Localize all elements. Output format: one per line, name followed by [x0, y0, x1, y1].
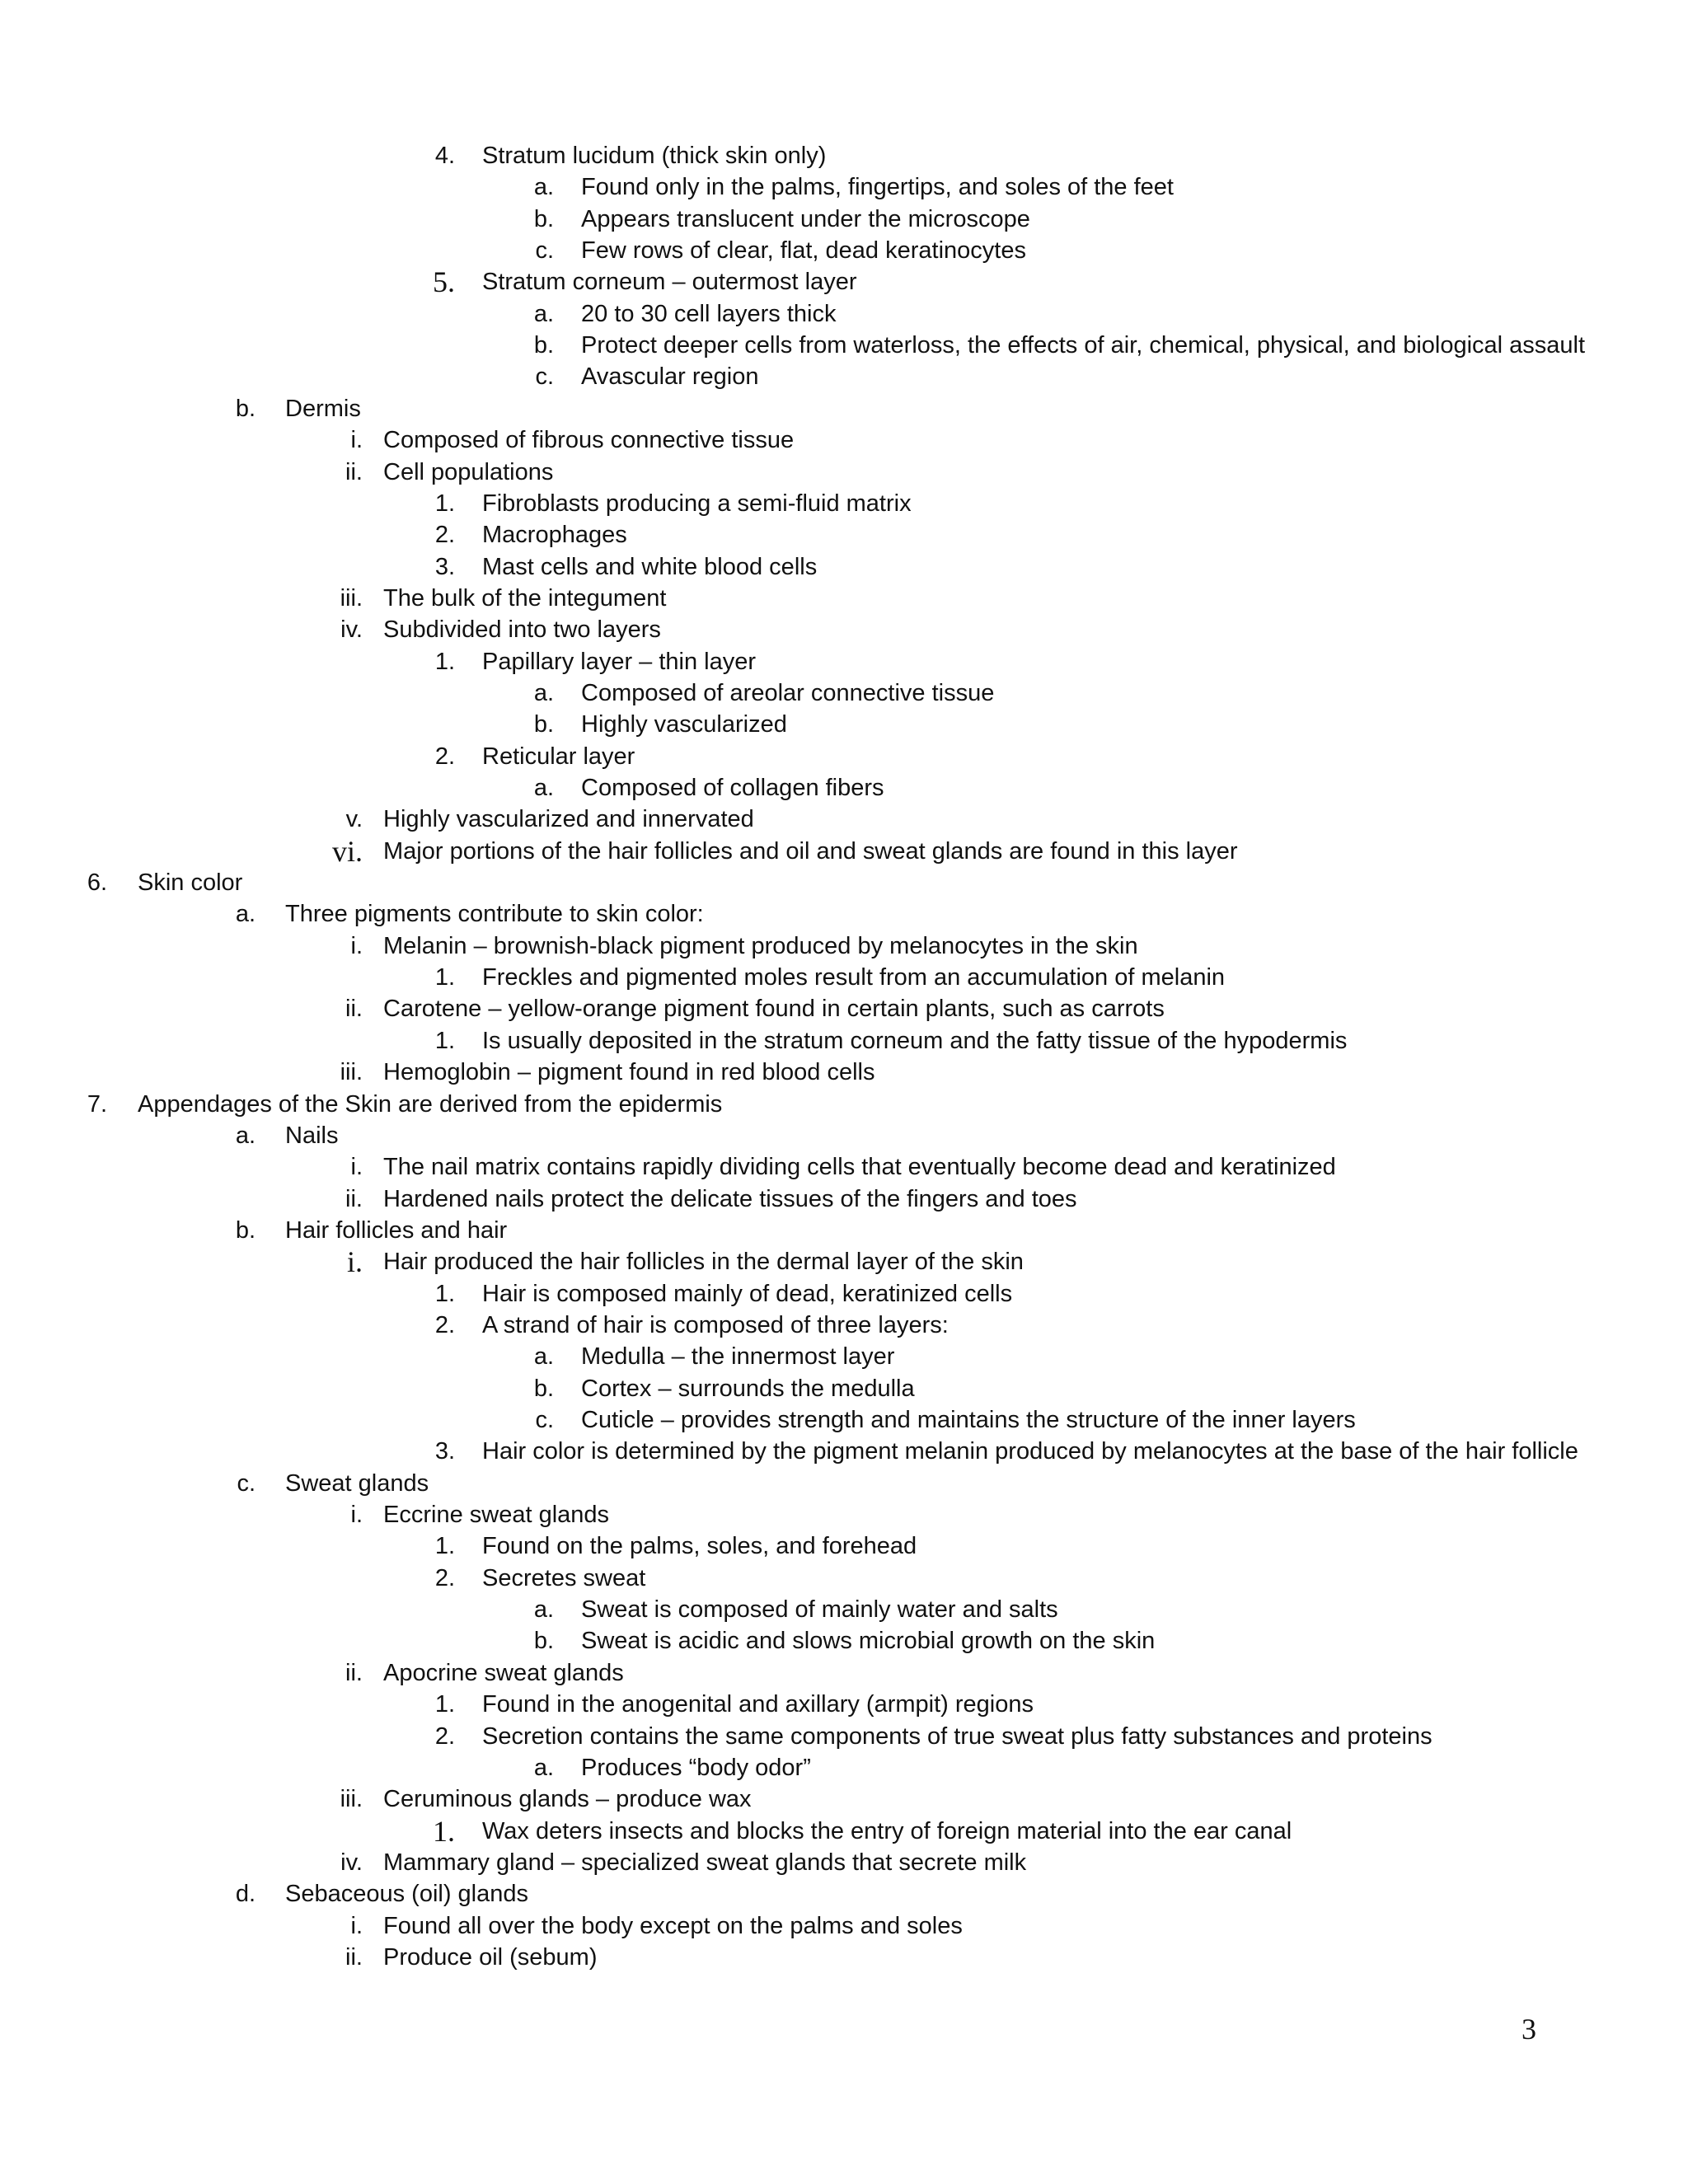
outline-text: Highly vascularized: [581, 711, 787, 738]
outline-marker: b.: [533, 1628, 554, 1654]
outline-text: Stratum corneum – outermost layer: [482, 269, 857, 295]
outline-marker: 1.: [434, 1028, 455, 1054]
outline-marker: ii.: [345, 1660, 363, 1686]
outline-text: Wax deters insects and blocks the entry of foreign material into the ear canal: [482, 1818, 1292, 1844]
outline-marker: c.: [535, 363, 554, 390]
outline-text: Freckles and pigmented moles result from an accumulation of melanin: [482, 964, 1226, 991]
outline-item: [0, 1183, 1688, 1215]
outline-item: [0, 709, 1688, 740]
outline-text: Highly vascularized and innervated: [383, 806, 754, 832]
outline-item: [0, 898, 1688, 930]
outline-text: Produces “body odor”: [581, 1755, 811, 1781]
outline-marker: iii.: [340, 1059, 363, 1085]
outline-item: [0, 1847, 1688, 1878]
outline-item: [0, 1625, 1688, 1657]
outline-marker: c.: [237, 1470, 256, 1497]
outline-text: Nails: [285, 1122, 339, 1149]
outline-item: [0, 614, 1688, 645]
outline-item: [0, 1373, 1688, 1404]
outline-text: Subdivided into two layers: [383, 616, 661, 643]
outline-marker: i.: [350, 427, 363, 453]
outline-marker: vi.: [331, 835, 363, 868]
outline-marker: a.: [235, 1122, 256, 1149]
outline-item: [0, 772, 1688, 804]
outline-item: [0, 140, 1688, 171]
outline-marker: i.: [350, 1502, 363, 1528]
outline-text: Found in the anogenital and axillary (armpit) regions: [482, 1691, 1034, 1718]
outline-marker: a.: [533, 301, 554, 327]
outline-marker: a.: [533, 1755, 554, 1781]
outline-marker: 2.: [434, 522, 455, 548]
outline-item: [0, 962, 1688, 993]
outline-text: Composed of areolar connective tissue: [581, 680, 995, 706]
outline-marker: 2.: [434, 743, 455, 770]
outline-marker: c.: [535, 237, 554, 264]
outline-item: [0, 1783, 1688, 1815]
outline-text: Hair is composed mainly of dead, keratinized cells: [482, 1281, 1013, 1307]
outline-text: Three pigments contribute to skin color:: [285, 901, 704, 927]
outline-item: [0, 1468, 1688, 1499]
outline-marker: 1.: [434, 1691, 455, 1718]
outline-item: [0, 646, 1688, 677]
outline-marker: 2.: [434, 1565, 455, 1591]
outline-text: Composed of collagen fibers: [581, 775, 884, 801]
outline-text: Hemoglobin – pigment found in red blood cells: [383, 1059, 875, 1085]
outline-text: The bulk of the integument: [383, 585, 667, 612]
outline-text: Hair follicles and hair: [285, 1217, 508, 1244]
outline-item: [0, 930, 1688, 962]
outline-item: [0, 804, 1688, 835]
outline-marker: a.: [533, 1343, 554, 1370]
outline-item: [0, 235, 1688, 266]
outline-text: Hair produced the hair follicles in the dermal layer of the skin: [383, 1249, 1024, 1275]
outline-item: [0, 1594, 1688, 1625]
outline-item: [0, 677, 1688, 709]
outline-text: Found all over the body except on the palms and soles: [383, 1913, 963, 1939]
outline-marker: b.: [533, 206, 554, 232]
outline-marker: i.: [346, 1245, 363, 1278]
outline-item: [0, 583, 1688, 614]
outline-item: [0, 519, 1688, 551]
outline-text: Major portions of the hair follicles and oil and sweat glands are found in this layer: [383, 838, 1238, 865]
outline-text: Stratum lucidum (thick skin only): [482, 143, 827, 169]
outline-marker: d.: [235, 1881, 256, 1907]
outline-marker: b.: [533, 332, 554, 359]
outline-item: [0, 1563, 1688, 1594]
outline-marker: a.: [533, 1596, 554, 1623]
outline-marker: 2.: [434, 1312, 455, 1338]
outline-text: The nail matrix contains rapidly dividing cells that eventually become dead and keratinized: [383, 1154, 1336, 1180]
outline-text: Sweat is composed of mainly water and salts: [581, 1596, 1058, 1623]
outline-item: [0, 424, 1688, 456]
outline-marker: ii.: [345, 459, 363, 485]
outline-marker: 7.: [87, 1091, 107, 1118]
outline-text: Cuticle – provides strength and maintains the structure of the inner layers: [581, 1407, 1356, 1433]
outline-text: Sweat is acidic and slows microbial growth on the skin: [581, 1628, 1156, 1654]
outline-item: [0, 393, 1688, 424]
outline-item: [0, 1057, 1688, 1088]
outline-marker: a.: [533, 680, 554, 706]
outline-item: [0, 298, 1688, 330]
outline-marker: 1.: [434, 964, 455, 991]
outline-item: [0, 1910, 1688, 1942]
outline-item: [0, 1721, 1688, 1752]
outline-item: [0, 1752, 1688, 1783]
outline-text: Composed of fibrous connective tissue: [383, 427, 795, 453]
outline-text: Sebaceous (oil) glands: [285, 1881, 529, 1907]
outline-marker: 1.: [434, 649, 455, 675]
outline-text: Secretes sweat: [482, 1565, 646, 1591]
outline-text: Medulla – the innermost layer: [581, 1343, 895, 1370]
outline-marker: iv.: [340, 616, 363, 643]
outline-item: [0, 1341, 1688, 1372]
outline-text: Eccrine sweat glands: [383, 1502, 610, 1528]
outline-item: [0, 1278, 1688, 1310]
outline-text: Cell populations: [383, 459, 554, 485]
outline-item: [0, 1246, 1688, 1277]
outline-marker: c.: [535, 1407, 554, 1433]
outline-text: Sweat glands: [285, 1470, 429, 1497]
outline-marker: 1.: [434, 1281, 455, 1307]
outline-marker: ii.: [345, 1944, 363, 1971]
outline-text: A strand of hair is composed of three layers:: [482, 1312, 949, 1338]
outline-marker: i.: [350, 933, 363, 959]
outline-marker: 3.: [434, 554, 455, 580]
outline-marker: 6.: [87, 869, 107, 896]
outline-item: [0, 993, 1688, 1024]
outline-item: [0, 867, 1688, 898]
outline-item: [0, 551, 1688, 583]
outline-marker: 4.: [434, 143, 455, 169]
outline-text: Appears translucent under the microscope: [581, 206, 1030, 232]
outline-marker: b.: [235, 396, 256, 422]
outline-text: Dermis: [285, 396, 361, 422]
outline-marker: 5.: [433, 265, 455, 298]
outline-item: [0, 171, 1688, 203]
outline-text: Secretion contains the same components of true sweat plus fatty substances and proteins: [482, 1723, 1432, 1750]
outline-item: [0, 1530, 1688, 1562]
outline-marker: v.: [345, 806, 363, 832]
outline-text: Cortex – surrounds the medulla: [581, 1376, 915, 1402]
outline-item: [0, 266, 1688, 298]
outline-text: Ceruminous glands – produce wax: [383, 1786, 752, 1812]
outline-item: [0, 1151, 1688, 1183]
outline-marker: b.: [533, 1376, 554, 1402]
outline-text: Produce oil (sebum): [383, 1944, 598, 1971]
outline-text: Papillary layer – thin layer: [482, 649, 757, 675]
outline-item: [0, 1657, 1688, 1689]
outline-item: [0, 204, 1688, 235]
outline-marker: a.: [533, 174, 554, 200]
outline-text: 20 to 30 cell layers thick: [581, 301, 837, 327]
outline-text: Carotene – yellow-orange pigment found in certain plants, such as carrots: [383, 996, 1165, 1022]
outline-text: Fibroblasts producing a semi-fluid matrix: [482, 490, 912, 517]
outline-text: Appendages of the Skin are derived from the epidermis: [138, 1091, 723, 1118]
outline-item: [0, 1025, 1688, 1057]
outline-item: [0, 1310, 1688, 1341]
outline-text: Mammary gland – specialized sweat glands that secrete milk: [383, 1849, 1027, 1876]
outline-item: [0, 1816, 1688, 1847]
outline-marker: 1.: [433, 1815, 455, 1848]
outline-item: [0, 1436, 1688, 1467]
outline-marker: ii.: [345, 996, 363, 1022]
outline-marker: iii.: [340, 585, 363, 612]
outline-text: Avascular region: [581, 363, 759, 390]
outline-text: Macrophages: [482, 522, 627, 548]
outline-text: Hardened nails protect the delicate tissues of the fingers and toes: [383, 1186, 1077, 1212]
outline-item: [0, 361, 1688, 392]
outline-marker: a.: [235, 901, 256, 927]
outline-item: [0, 1215, 1688, 1246]
outline-text: Melanin – brownish-black pigment produced by melanocytes in the skin: [383, 933, 1138, 959]
outline-marker: 1.: [434, 1533, 455, 1559]
outline-item: [0, 1878, 1688, 1910]
outline-item: [0, 1689, 1688, 1720]
outline-marker: a.: [533, 775, 554, 801]
outline-text: Apocrine sweat glands: [383, 1660, 624, 1686]
outline-text: Reticular layer: [482, 743, 635, 770]
outline-marker: 1.: [434, 490, 455, 517]
outline-marker: 3.: [434, 1438, 455, 1465]
outline-item: [0, 488, 1688, 519]
outline-item: [0, 457, 1688, 488]
page-number: 3: [1522, 2013, 1536, 2046]
outline-marker: i.: [350, 1154, 363, 1180]
outline-text: Skin color: [138, 869, 243, 896]
outline-item: [0, 1942, 1688, 1973]
outline-text: Found only in the palms, fingertips, and soles of the feet: [581, 174, 1174, 200]
outline-text: Found on the palms, soles, and forehead: [482, 1533, 917, 1559]
outline-item: [0, 741, 1688, 772]
outline-text: Hair color is determined by the pigment melanin produced by melanocytes at the base of the hair follicle: [482, 1438, 1578, 1465]
outline-item: [0, 836, 1688, 867]
outline-marker: b.: [235, 1217, 256, 1244]
outline-marker: iv.: [340, 1849, 363, 1876]
outline-marker: iii.: [340, 1786, 363, 1812]
outline-text: Few rows of clear, flat, dead keratinocytes: [581, 237, 1026, 264]
outline-item: [0, 330, 1688, 361]
outline-item: [0, 1499, 1688, 1530]
outline-text: Protect deeper cells from waterloss, the effects of air, chemical, physical, and biological assault: [581, 332, 1586, 359]
outline-item: [0, 1089, 1688, 1120]
outline-item: [0, 1404, 1688, 1436]
outline-text: Is usually deposited in the stratum corneum and the fatty tissue of the hypodermis: [482, 1028, 1348, 1054]
outline-text: Mast cells and white blood cells: [482, 554, 818, 580]
outline-marker: i.: [350, 1913, 363, 1939]
outline-marker: ii.: [345, 1186, 363, 1212]
outline-item: [0, 1120, 1688, 1151]
outline-marker: b.: [533, 711, 554, 738]
outline-marker: 2.: [434, 1723, 455, 1750]
